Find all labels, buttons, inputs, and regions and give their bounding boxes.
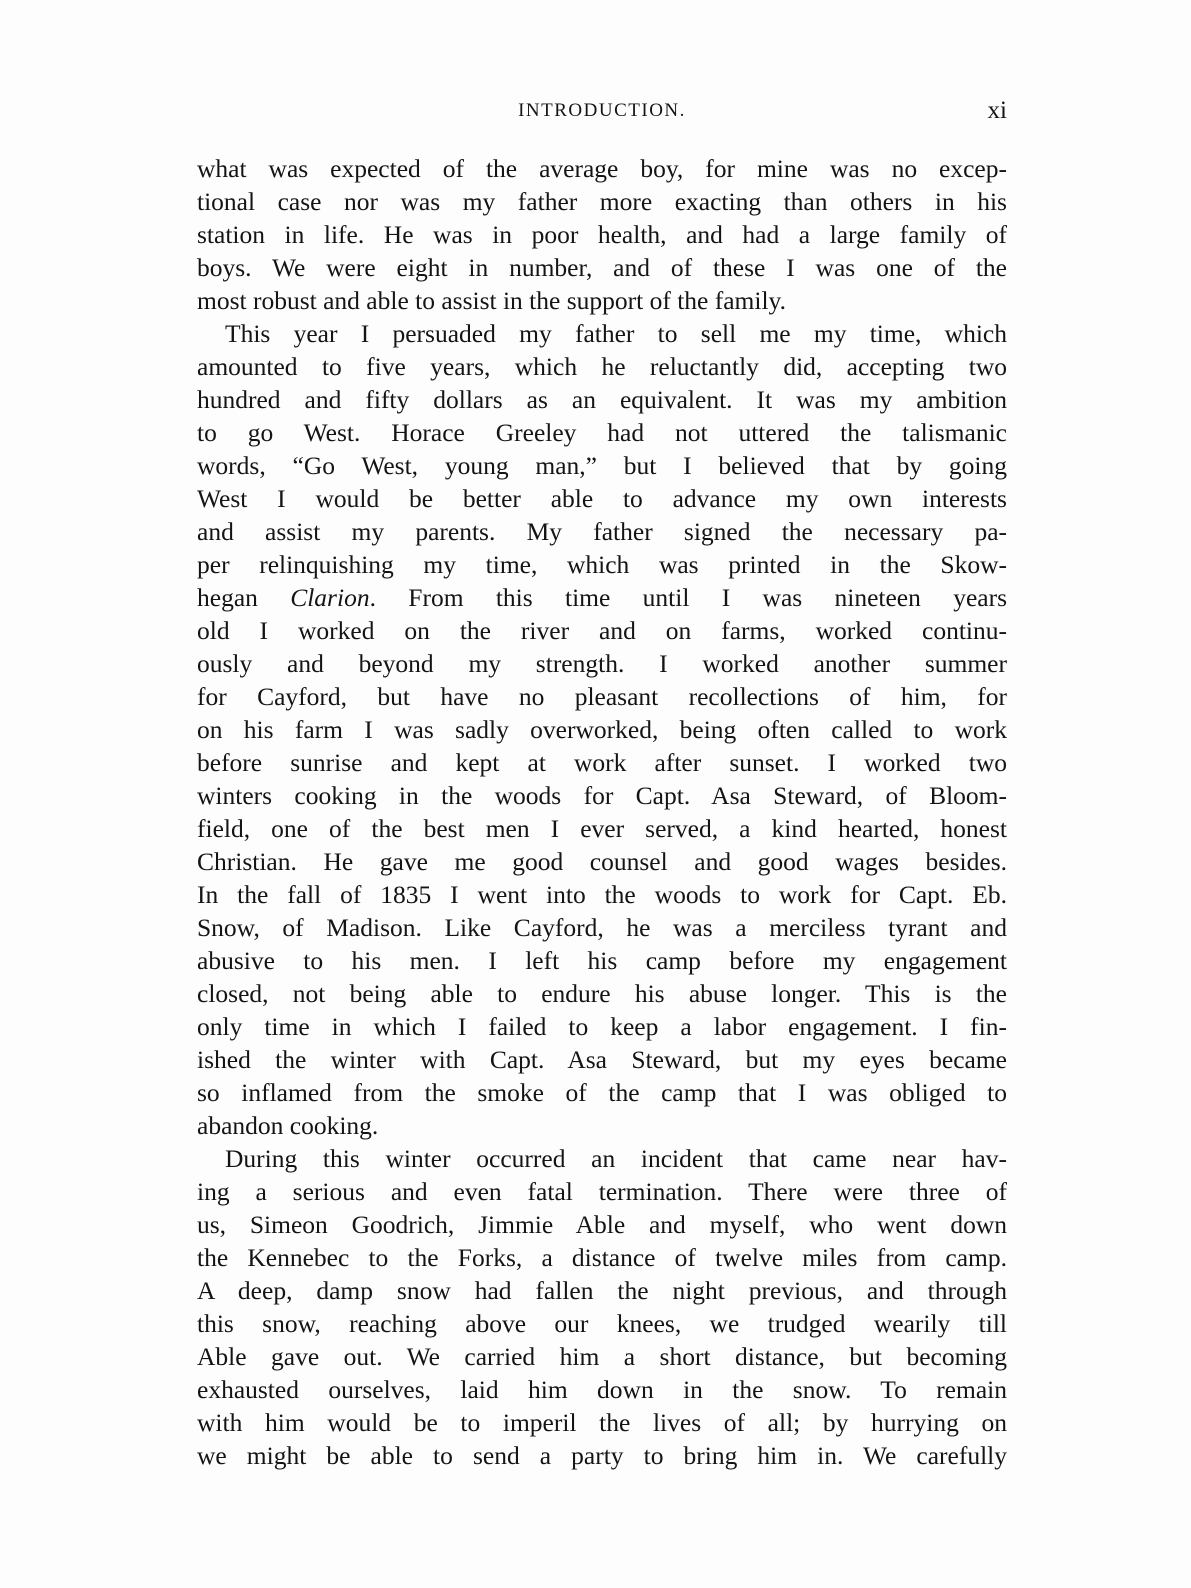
text-line: boys. We were eight in number, and of these I was one of the bbox=[197, 253, 1007, 282]
running-head: INTRODUCTION. bbox=[518, 100, 686, 121]
text-line: most robust and able to assist in the support of the family. bbox=[197, 286, 787, 315]
text-line: ished the winter with Capt. Asa Steward, but my eyes became bbox=[197, 1045, 1007, 1074]
text-line: old I worked on the river and on farms, worked continu- bbox=[197, 616, 1007, 645]
text-line: Able gave out. We carried him a short distance, but becoming bbox=[197, 1342, 1007, 1371]
text-line: us, Simeon Goodrich, Jimmie Able and myself, who went down bbox=[197, 1210, 1007, 1239]
text-line: only time in which I failed to keep a labor engagement. I fin- bbox=[197, 1012, 1007, 1041]
text-line: Snow, of Madison. Like Cayford, he was a merciless tyrant and bbox=[197, 913, 1007, 942]
text-line: field, one of the best men I ever served, a kind hearted, honest bbox=[197, 814, 1007, 843]
text-line: so inflamed from the smoke of the camp that I was obliged to bbox=[197, 1078, 1007, 1107]
text-line: on his farm I was sadly overworked, being often called to work bbox=[197, 715, 1007, 744]
text-line: hundred and fifty dollars as an equivalent. It was my ambition bbox=[197, 385, 1007, 414]
text-line: Christian. He gave me good counsel and good wages besides. bbox=[197, 847, 1007, 876]
text-line: closed, not being able to endure his abuse longer. This is the bbox=[197, 979, 1007, 1008]
text-line: exhausted ourselves, laid him down in the snow. To remain bbox=[197, 1375, 1007, 1404]
text-line: ing a serious and even fatal termination. There were three of bbox=[197, 1177, 1007, 1206]
text-line: to go West. Horace Greeley had not uttered the talismanic bbox=[197, 418, 1007, 447]
text-line: In the fall of 1835 I went into the woods to work for Capt. Eb. bbox=[197, 880, 1007, 909]
text-line: we might be able to send a party to bring him in. We carefully bbox=[197, 1441, 1007, 1470]
text-line: amounted to five years, which he reluctantly did, accepting two bbox=[197, 352, 1007, 381]
text-line: winters cooking in the woods for Capt. Asa Steward, of Bloom- bbox=[197, 781, 1007, 810]
text-line: what was expected of the average boy, for mine was no excep- bbox=[197, 154, 1007, 183]
text-line: tional case nor was my father more exacting than others in his bbox=[197, 187, 1007, 216]
text-line: ously and beyond my strength. I worked another summer bbox=[197, 649, 1007, 678]
text-line: the Kennebec to the Forks, a distance of twelve miles from camp. bbox=[197, 1243, 1007, 1272]
text-line: station in life. He was in poor health, and had a large family of bbox=[197, 220, 1007, 249]
text-line: before sunrise and kept at work after sunset. I worked two bbox=[197, 748, 1007, 777]
body-text bbox=[197, 152, 1007, 1472]
text-line: this snow, reaching above our knees, we trudged wearily till bbox=[197, 1309, 1007, 1338]
page-header bbox=[197, 97, 1007, 130]
text-line: A deep, damp snow had fallen the night previous, and through bbox=[197, 1276, 1007, 1305]
page-number: xi bbox=[987, 97, 1007, 124]
text-line: with him would be to imperil the lives of all; by hurrying on bbox=[197, 1408, 1007, 1437]
text-line: for Cayford, but have no pleasant recollections of him, for bbox=[197, 682, 1007, 711]
text-line: This year I persuaded my father to sell me my time, which bbox=[225, 319, 1007, 348]
text-line: West I would be better able to advance my own interests bbox=[197, 484, 1007, 513]
text-line: During this winter occurred an incident that came near hav- bbox=[225, 1144, 1007, 1173]
text-line: and assist my parents. My father signed the necessary pa- bbox=[197, 517, 1007, 546]
text-line: hegan Clarion. From this time until I was nineteen years bbox=[197, 583, 1007, 612]
text-line: per relinquishing my time, which was printed in the Skow- bbox=[197, 550, 1007, 579]
text-line: abusive to his men. I left his camp before my engagement bbox=[197, 946, 1007, 975]
text-line: words, “Go West, young man,” but I believed that by going bbox=[197, 451, 1007, 480]
text-line: abandon cooking. bbox=[197, 1111, 379, 1140]
italic-title: Clarion bbox=[290, 583, 370, 612]
